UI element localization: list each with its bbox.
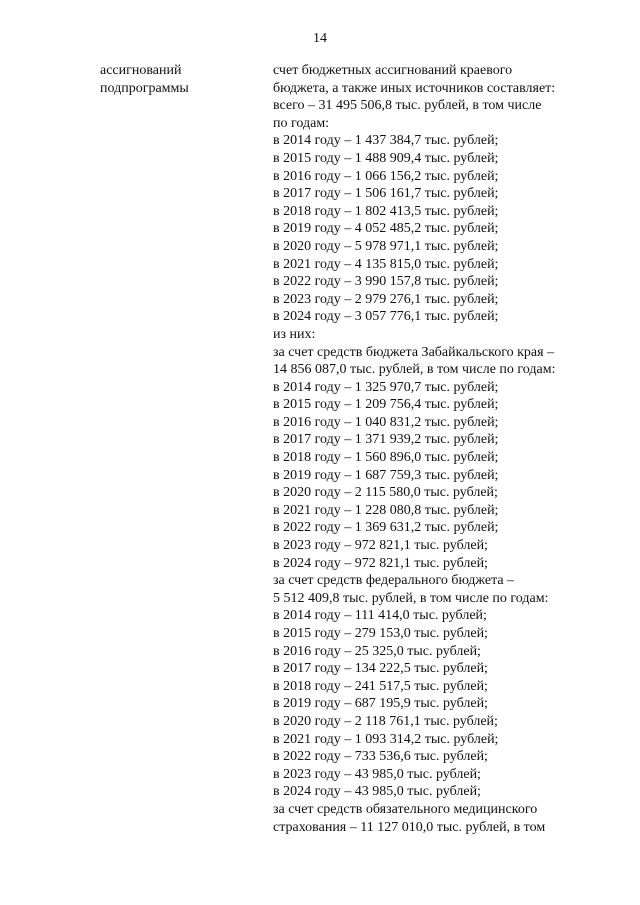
funding-text-line: в 2021 году – 4 135 815,0 тыс. рублей; — [273, 256, 499, 272]
funding-text-column — [273, 62, 613, 836]
funding-text-line: в 2016 году – 1 066 156,2 тыс. рублей; — [273, 168, 499, 184]
funding-text-line: 14 856 087,0 тыс. рублей, в том числе по годам: — [273, 362, 556, 378]
funding-text-line: в 2022 году – 733 536,6 тыс. рублей; — [273, 749, 488, 765]
funding-text-line: в 2017 году – 1 506 161,7 тыс. рублей; — [273, 186, 499, 202]
funding-text-line: в 2019 году – 687 195,9 тыс. рублей; — [273, 696, 488, 712]
funding-text-line: в 2024 году – 3 057 776,1 тыс. рублей; — [273, 309, 499, 325]
funding-text-line: в 2020 году – 2 115 580,0 тыс. рублей; — [273, 485, 498, 501]
funding-text-line: в 2022 году – 3 990 157,8 тыс. рублей; — [273, 274, 499, 290]
funding-text-line: в 2015 году – 279 153,0 тыс. рублей; — [273, 626, 488, 641]
page-number: 14 — [313, 31, 327, 46]
funding-text-line: в 2023 году – 43 985,0 тыс. рублей; — [273, 766, 481, 782]
funding-text-line: в 2014 году – 1 437 384,7 тыс. рублей; — [273, 133, 499, 149]
funding-text-line: в 2024 году – 43 985,0 тыс. рублей; — [273, 784, 481, 800]
funding-text-line: в 2014 году – 111 414,0 тыс. рублей; — [273, 608, 487, 624]
funding-text-line: в 2021 году – 1 228 080,8 тыс. рублей; — [273, 502, 499, 518]
funding-text-line: в 2018 году – 1 802 413,5 тыс. рублей; — [273, 203, 499, 219]
funding-text-line: в 2015 году – 1 209 756,4 тыс. рублей; — [273, 397, 499, 413]
funding-text-line: счет бюджетных ассигнований краевого — [273, 63, 513, 78]
row-label-line: подпрограммы — [100, 80, 189, 96]
funding-text-line: в 2022 году – 1 369 631,2 тыс. рублей; — [273, 520, 499, 536]
funding-text-line: в 2016 году – 25 325,0 тыс. рублей; — [273, 643, 481, 659]
funding-text-line: в 2015 году – 1 488 909,4 тыс. рублей; — [273, 150, 499, 166]
funding-text-line: в 2019 году – 4 052 485,2 тыс. рублей; — [273, 221, 499, 237]
funding-text-line: в 2020 году – 2 118 761,1 тыс. рублей; — [273, 713, 498, 729]
funding-text-line: по годам: — [273, 115, 330, 131]
funding-text-line: в 2017 году – 134 222,5 тыс. рублей; — [273, 661, 488, 677]
funding-text-line: страхования – 11 127 010,0 тыс. рублей, в том — [273, 819, 546, 835]
funding-text-line: в 2023 году – 972 821,1 тыс. рублей; — [273, 538, 488, 554]
funding-text-line: в 2018 году – 1 560 896,0 тыс. рублей; — [273, 450, 499, 466]
funding-text-line: в 2024 году – 972 821,1 тыс. рублей; — [273, 555, 488, 571]
funding-text-line: в 2017 году – 1 371 939,2 тыс. рублей; — [273, 432, 499, 448]
funding-text-line: в 2016 году – 1 040 831,2 тыс. рублей; — [273, 414, 499, 430]
funding-text-line: в 2014 году – 1 325 970,7 тыс. рублей; — [273, 379, 499, 395]
funding-text-line: в 2021 году – 1 093 314,2 тыс. рублей; — [273, 731, 499, 747]
funding-text-line: в 2023 году – 2 979 276,1 тыс. рублей; — [273, 291, 499, 307]
funding-text-line: за счет средств федерального бюджета – — [273, 573, 515, 589]
funding-text-line: за счет средств обязательного медицинского — [273, 801, 538, 817]
funding-text-line: из них: — [273, 326, 316, 342]
row-label-column — [100, 62, 260, 97]
funding-text-line: в 2020 году – 5 978 971,1 тыс. рублей; — [273, 238, 499, 254]
funding-text-line: 5 512 409,8 тыс. рублей, в том числе по годам: — [273, 590, 549, 606]
funding-text-line: в 2019 году – 1 687 759,3 тыс. рублей; — [273, 467, 499, 483]
funding-text-line: бюджета, а также иных источников составляет: — [273, 80, 556, 96]
funding-text-line: за счет средств бюджета Забайкальского края – — [273, 344, 555, 360]
row-label-line: ассигнований — [100, 63, 182, 78]
funding-text-line: всего – 31 495 506,8 тыс. рублей, в том числе — [273, 98, 542, 114]
funding-text-line: в 2018 году – 241 517,5 тыс. рублей; — [273, 678, 488, 694]
